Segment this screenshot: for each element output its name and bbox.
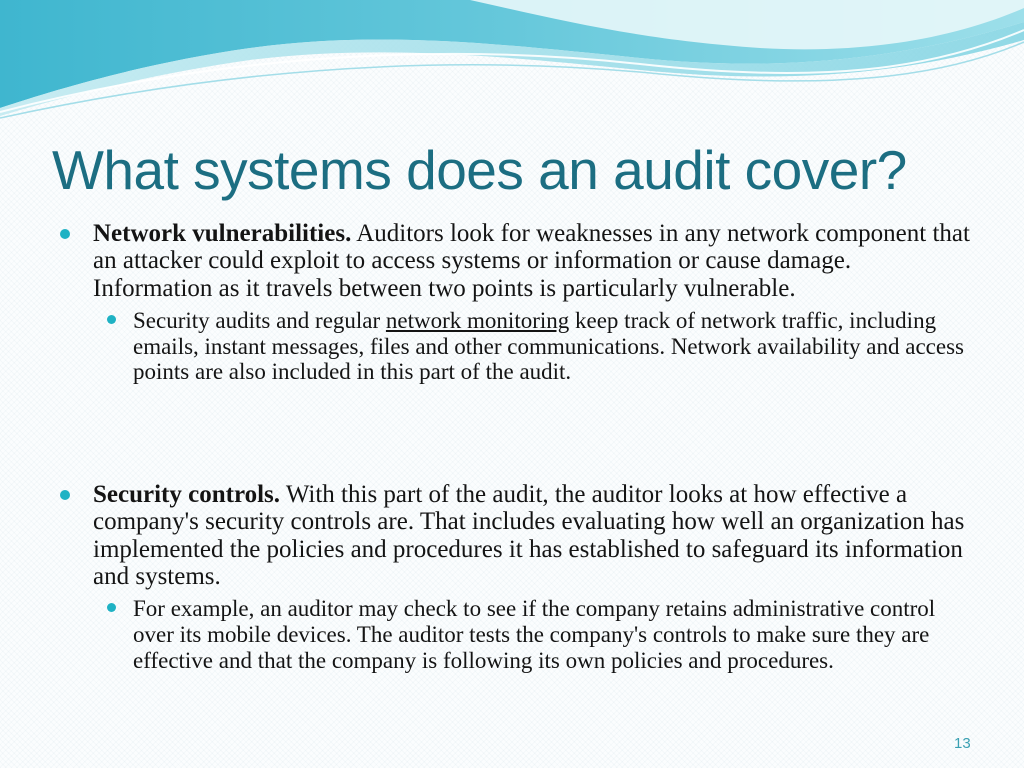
bullet-body: With this part of the audit, the auditor looks at how effective a company's security controls are. That includes evaluating how well an organization has implemented the policies and procedures it has established to safeguard its information and systems. bbox=[93, 481, 965, 590]
sub-bullet-dot-icon bbox=[107, 603, 116, 612]
bullet-text bbox=[93, 220, 970, 302]
page-number: 13 bbox=[954, 735, 971, 752]
sub-bullet-dot-icon bbox=[107, 315, 116, 324]
header-wave-decoration bbox=[0, 0, 1024, 120]
sub-bullet-text: For example, an auditor may check to see if the company retains administrative control over its mobile devices. The auditor tests the company's controls to make sure they are effective and that the company is following its own policies and procedures. bbox=[133, 596, 936, 673]
sub-bullet-text-before: Security audits and regular bbox=[133, 307, 386, 333]
bullet-lead: Network vulnerabilities. bbox=[93, 220, 352, 247]
sub-bullet-network-monitoring bbox=[60, 308, 970, 385]
bullet-dot-icon bbox=[60, 490, 70, 500]
bullet-body: Auditors look for weaknesses in any network component that an attacker could exploit to access systems or information or cause damage. Information as it travels between two points is particularly vulnerable. bbox=[93, 220, 970, 302]
bullet-text bbox=[93, 481, 970, 590]
bullet-security-controls bbox=[60, 481, 970, 674]
slide-title: What systems does an audit cover? bbox=[52, 139, 907, 201]
bullet-dot-icon bbox=[60, 229, 70, 239]
bullet-network-vulnerabilities bbox=[60, 220, 970, 385]
sub-bullet-text-after: keep track of network traffic, including emails, instant messages, files and other communications. Network availability and access points are also included in this part of the audit. bbox=[133, 307, 964, 385]
sub-bullet-example bbox=[60, 596, 970, 673]
network-monitoring-link[interactable]: network monitoring bbox=[385, 307, 570, 333]
bullet-lead: Security controls. bbox=[93, 481, 281, 508]
sub-bullet-text bbox=[133, 308, 970, 385]
